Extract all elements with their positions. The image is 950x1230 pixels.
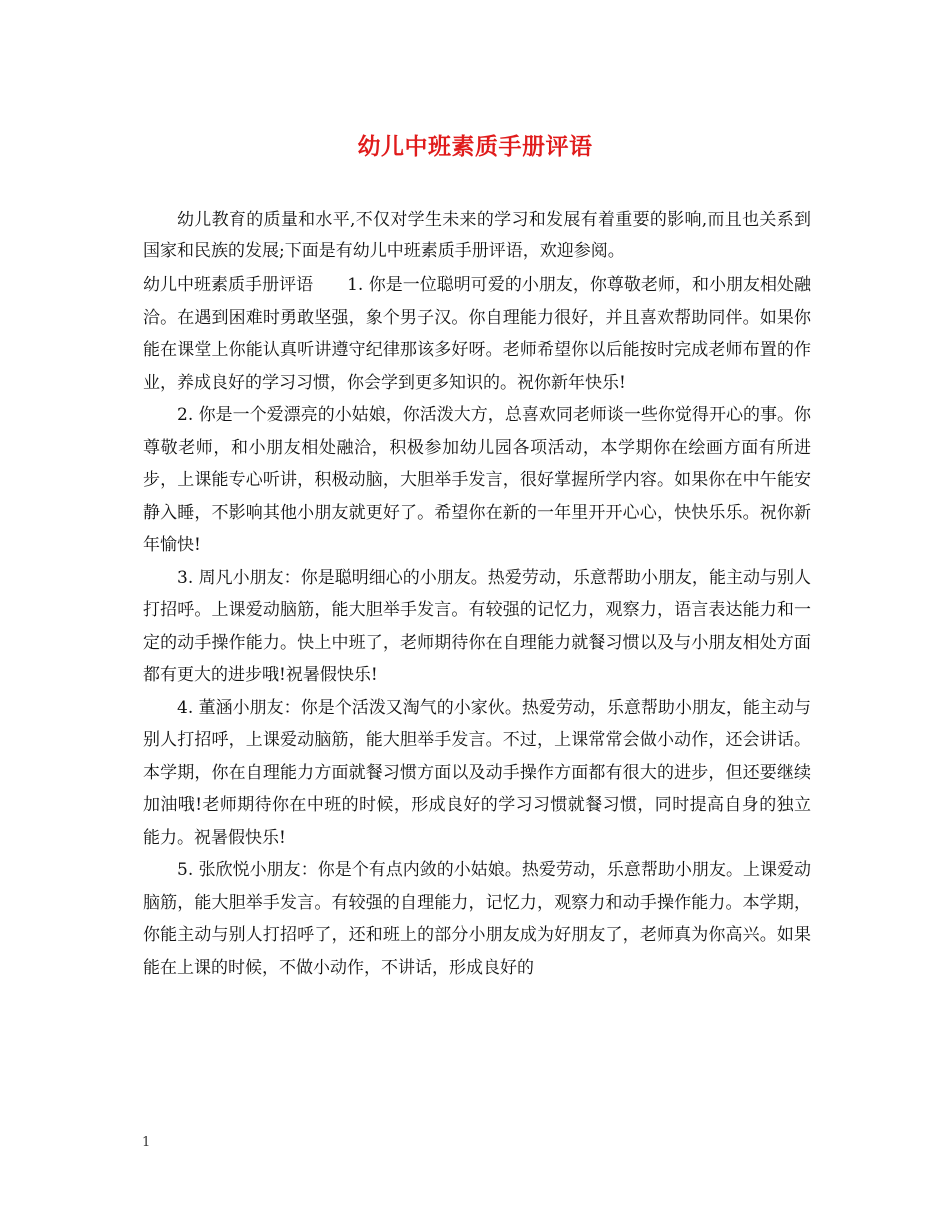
intro-paragraph: 幼儿教育的质量和水平,不仅对学生未来的学习和发展有着重要的影响,而且也关系到国家和民族的发展;下面是有幼儿中班素质手册评语，欢迎参阅。 xyxy=(143,210,811,261)
entry-paragraph-3: 3. 周凡小朋友：你是聪明细心的小朋友。热爱劳动，乐意帮助小朋友，能主动与别人打招呼。上课爱动脑筋，能大胆举手发言。有较强的记忆力，观察力，语言表达能力和一定的动手操作能力。快上中班了，老师期待你在自理能力就餐习惯以及与小朋友相处方面都有更大的进步哦!祝暑假快乐! xyxy=(143,567,811,685)
entry-paragraph-2: 2. 你是一个爱漂亮的小姑娘，你活泼大方，总喜欢同老师谈一些你觉得开心的事。你尊敬老师，和小朋友相处融洽，积极参加幼儿园各项活动，本学期你在绘画方面有所进步，上课能专心听讲，积极动脑，大胆举手发言，很好掌握所学内容。如果你在中午能安静入睡，不影响其他小朋友就更好了。希望你在新的一年里开开心心，快快乐乐。祝你新年愉快! xyxy=(143,405,811,555)
entry-paragraph-4: 4. 董涵小朋友：你是个活泼又淘气的小家伙。热爱劳动，乐意帮助小朋友，能主动与别人打招呼，上课爱动脑筋，能大胆举手发言。不过，上课常常会做小动作，还会讲话。本学期，你在自理能力方面就餐习惯方面以及动手操作方面都有很大的进步，但还要继续加油哦!老师期待你在中班的时候，形成良好的学习习惯就餐习惯，同时提高自身的独立能力。祝暑假快乐! xyxy=(143,697,811,848)
entry-paragraph-1 xyxy=(143,269,811,399)
document-body xyxy=(143,205,811,984)
document-title: 幼儿中班素质手册评语 xyxy=(357,133,593,160)
page-number: 1 xyxy=(142,1135,151,1150)
entry-text-1: 1. 你是一位聪明可爱的小朋友，你尊敬老师，和小朋友相处融洽。在遇到困难时勇敢坚强，象个男子汉。你自理能力很好，并且喜欢帮助同伴。如果你能在课堂上你能认真听讲遵守纪律那该多好呀。老师希望你以后能按时完成老师布置的作业，养成良好的学习习惯，你会学到更多知识的。祝你新年快乐! xyxy=(143,275,812,393)
entry-paragraph-5: 5. 张欣悦小朋友：你是个有点内敛的小姑娘。热爱劳动，乐意帮助小朋友。上课爱动脑筋，能大胆举手发言。有较强的自理能力，记忆力，观察力和动手操作能力。本学期，你能主动与别人打招呼了，还和班上的部分小朋友成为好朋友了，老师真为你高兴。如果能在上课的时候，不做小动作，不讲话，形成良好的 xyxy=(143,860,811,978)
subheading: 幼儿中班素质手册评语 xyxy=(143,275,314,295)
